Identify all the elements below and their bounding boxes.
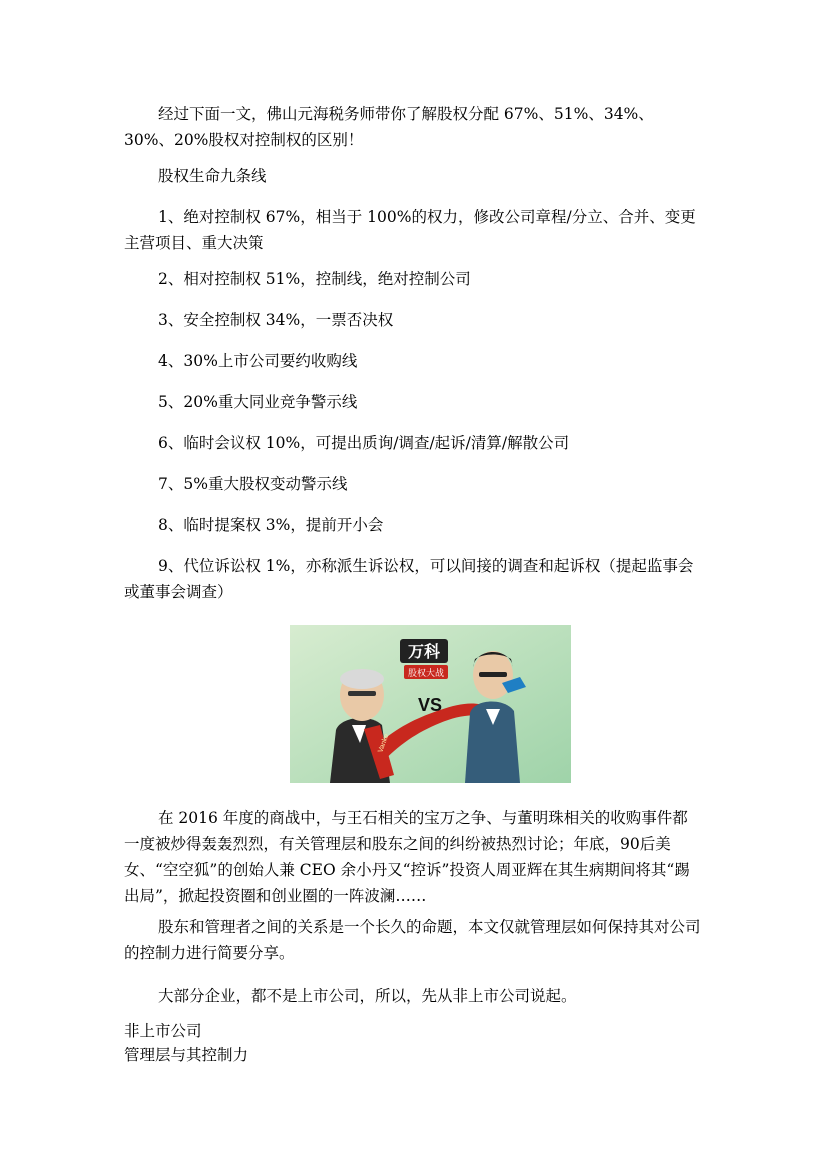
list-item-2: 2、相对控制权 51%，控制线，绝对控制公司 xyxy=(158,270,471,288)
list-item-9: 9、代位诉讼权 1%，亦称派生诉讼权，可以间接的调查和起诉权（提起监事会或董事会调查） xyxy=(124,557,694,601)
sash-text: Vanke xyxy=(377,733,391,754)
intro-paragraph: 经过下面一文，佛山元海税务师带你了解股权分配 67%、51%、34%、30%、20%股权对控制权的区别！ xyxy=(124,105,654,149)
heading-unlisted-company: 非上市公司 xyxy=(124,1022,202,1040)
list-item-8: 8、临时提案权 3%，提前开小会 xyxy=(158,516,384,534)
section-title: 股权生命九条线 xyxy=(158,167,267,185)
logo-text: 万科 xyxy=(407,644,441,661)
vs-text: VS xyxy=(417,695,443,715)
list-item-5: 5、20%重大同业竞争警示线 xyxy=(158,393,358,411)
list-item-4: 4、30%上市公司要约收购线 xyxy=(158,352,358,370)
list-item-6: 6、临时会议权 10%，可提出质询/调查/起诉/清算/解散公司 xyxy=(158,434,570,452)
paragraph-1: 在 2016 年度的商战中，与王石相关的宝万之争、与董明珠相关的收购事件都一度被炒得轰轰烈烈，有关管理层和股东之间的纠纷被热烈讨论；年底，90后美女、“空空狐”的创始人兼 CEO 余小丹又“控诉”投资人周亚辉在其生病期间将其“踢出局”，掀起投资圈和创业圈的一阵波澜…… xyxy=(124,809,690,905)
list-item-7: 7、5%重大股权变动警示线 xyxy=(158,475,348,493)
banner-text: 股权大战 xyxy=(407,668,445,678)
paragraph-3: 大部分企业，都不是上市公司，所以，先从非上市公司说起。 xyxy=(158,987,577,1005)
heading-management-control: 管理层与其控制力 xyxy=(124,1046,249,1064)
list-item-3: 3、安全控制权 34%，一票否决权 xyxy=(158,311,394,329)
paragraph-2: 股东和管理者之间的关系是一个长久的命题，本文仅就管理层如何保持其对公司的控制力进行简要分享。 xyxy=(124,918,701,962)
vanke-cartoon-image xyxy=(290,625,571,783)
list-item-1: 1、绝对控制权 67%，相当于 100%的权力，修改公司章程/分立、合并、变更主营项目、重大决策 xyxy=(124,208,696,252)
